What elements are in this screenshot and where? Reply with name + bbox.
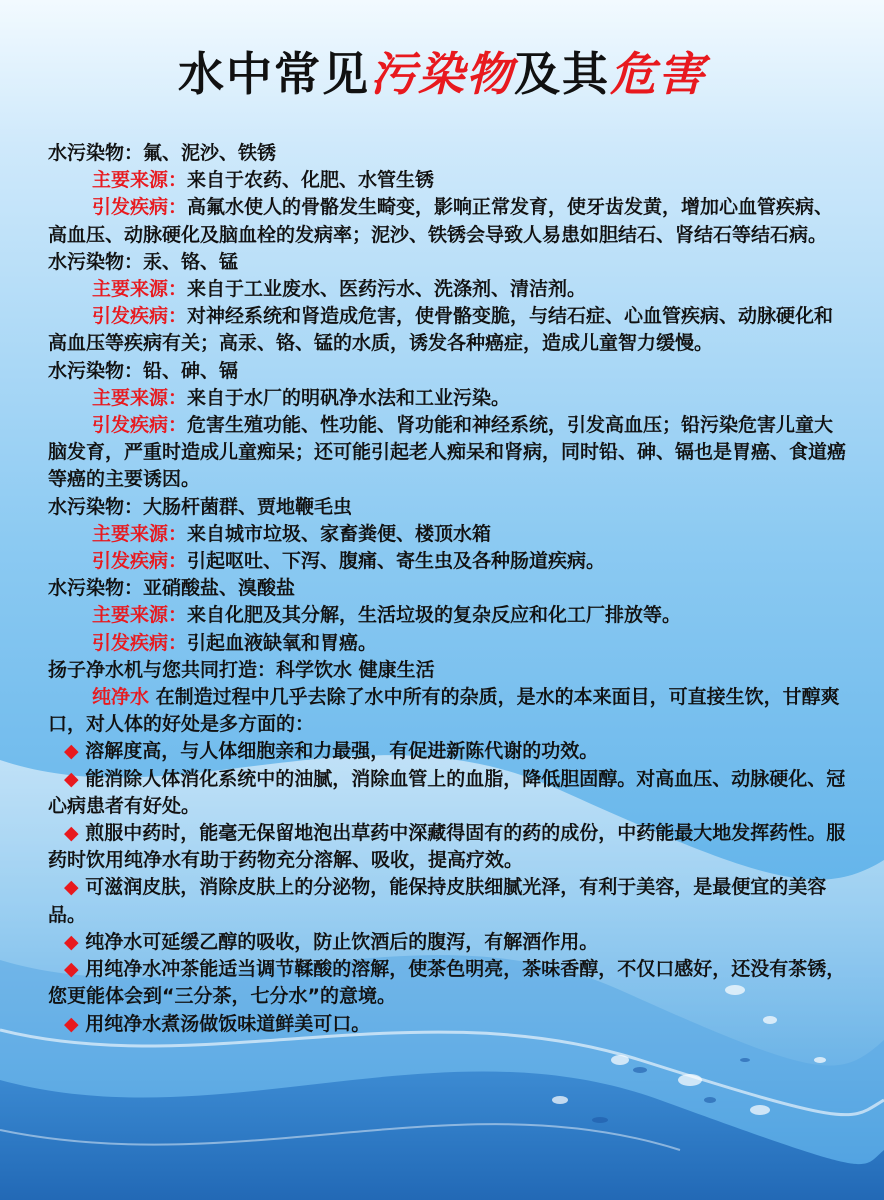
diamond-bullet-icon: ◆ (64, 958, 79, 981)
disease-text: 对神经系统和肾造成危害，使骨骼变脆，与结石症、心血管疾病、动脉硬化和高血压等疾病有关；高汞、铬、锰的水质，诱发各种癌症，造成儿童智力缓慢。 (48, 305, 834, 355)
diamond-bullet-icon: ◆ (64, 1012, 79, 1035)
pollutant-label: 水污染物： (48, 250, 144, 273)
diamond-bullet-icon: ◆ (64, 767, 79, 790)
disease-label: 引发疾病： (92, 305, 188, 328)
benefit-item (48, 820, 848, 874)
disease-text: 高氟水使人的骨骼发生畸变，影响正常发育，使牙齿发黄，增加心血管疾病、高血压、动脉硬化及脑血栓的发病率；泥沙、铁锈会导致人易患如胆结石、肾结石等结石病。 (48, 196, 834, 246)
poster-content (48, 140, 848, 1038)
benefit-item (48, 766, 848, 820)
benefit-text: 煎服中药时，能毫无保留地泡出草药中深藏得固有的药的成份，中药能最大地发挥药性。服药时饮用纯净水有助于药物充分溶解、吸收，提高疗效。 (48, 822, 846, 872)
source-text: 来自于水厂的明矾净水法和工业污染。 (187, 386, 511, 409)
pollutant-label: 水污染物： (48, 142, 144, 164)
pollutant-line (48, 140, 848, 167)
source-label: 主要来源： (92, 386, 188, 409)
disease-line (48, 303, 848, 357)
source-label: 主要来源： (92, 522, 188, 545)
disease-label: 引发疾病： (92, 631, 188, 654)
benefit-text: 能消除人体消化系统中的油腻，消除血管上的血脂，降低胆固醇。对高血压、动脉硬化、冠心病患者有好处。 (48, 767, 846, 817)
source-line (48, 276, 848, 303)
disease-label: 引发疾病： (92, 414, 188, 437)
diamond-bullet-icon: ◆ (64, 822, 79, 845)
title-part-1: 水中常见 (178, 47, 370, 101)
title-part-3: 及其 (514, 47, 610, 101)
source-label: 主要来源： (92, 604, 188, 627)
source-line (48, 385, 848, 412)
disease-text: 引起血液缺氧和胃癌。 (187, 631, 378, 654)
pure-water-intro-text: 在制造过程中几乎去除了水中所有的杂质，是水的本来面目，可直接生饮，甘醇爽口，对人体的好处是多方面的： (48, 686, 840, 736)
source-text: 来自化肥及其分解，生活垃圾的复杂反应和化工厂排放等。 (187, 604, 682, 627)
source-label: 主要来源： (92, 169, 188, 192)
diamond-bullet-icon: ◆ (64, 740, 79, 763)
benefit-text: 溶解度高，与人体细胞亲和力最强，有促进新陈代谢的功效。 (85, 740, 599, 763)
disease-label: 引发疾病： (92, 550, 188, 573)
pure-water-intro (48, 684, 848, 738)
pollutant-names: 氟、泥沙、铁锈 (143, 142, 277, 164)
benefit-item (48, 929, 848, 956)
pollutant-line (48, 494, 848, 521)
poster-title (0, 38, 884, 104)
disease-line (48, 412, 848, 494)
pure-water-term: 纯净水 (92, 686, 150, 709)
pollutant-line (48, 358, 848, 385)
pollutant-names: 大肠杆菌群、贾地鞭毛虫 (143, 495, 353, 518)
title-part-2: 污染物 (370, 47, 514, 101)
source-text: 来自于工业废水、医药污水、洗涤剂、清洁剂。 (187, 278, 587, 301)
benefit-text: 用纯净水煮汤做饭味道鲜美可口。 (85, 1012, 371, 1035)
pollutant-line (48, 575, 848, 602)
benefit-item (48, 956, 848, 1010)
disease-line (48, 630, 848, 657)
benefit-text: 可滋润皮肤，消除皮肤上的分泌物，能保持皮肤细腻光泽，有利于美容，是最便宜的美容品。 (48, 876, 827, 926)
disease-line (48, 194, 848, 248)
pollutant-names: 汞、铬、锰 (143, 250, 239, 273)
pollutant-line (48, 249, 848, 276)
disease-text: 引起呕吐、下泻、腹痛、寄生虫及各种肠道疾病。 (187, 550, 606, 573)
disease-text: 危害生殖功能、性功能、肾功能和神经系统，引发高血压；铅污染危害儿童大脑发育，严重时造成儿童痴呆；还可能引起老人痴呆和肾病，同时铅、砷、镉也是胃癌、食道癌等癌的主要诱因。 (48, 414, 847, 491)
diamond-bullet-icon: ◆ (64, 876, 79, 899)
pollutant-label: 水污染物： (48, 495, 144, 518)
diamond-bullet-icon: ◆ (64, 930, 79, 953)
disease-label: 引发疾病： (92, 196, 188, 219)
source-line (48, 521, 848, 548)
source-text: 来自城市垃圾、家畜粪便、楼顶水箱 (187, 522, 492, 545)
source-line (48, 167, 848, 194)
benefit-text: 纯净水可延缓乙醇的吸收，防止饮酒后的腹泻，有解酒作用。 (85, 930, 599, 953)
title-part-4: 危害 (610, 47, 706, 101)
pollutant-names: 铅、砷、镉 (143, 359, 239, 382)
pollutant-label: 水污染物： (48, 577, 144, 600)
source-label: 主要来源： (92, 278, 188, 301)
disease-line (48, 548, 848, 575)
benefit-item (48, 738, 848, 765)
benefit-item (48, 874, 848, 928)
slogan: 扬子净水机与您共同打造：科学饮水 健康生活 (48, 658, 435, 681)
source-line (48, 602, 848, 629)
pollutant-label: 水污染物： (48, 359, 144, 382)
pollutant-names: 亚硝酸盐、溴酸盐 (143, 577, 296, 600)
benefit-text: 用纯净水冲茶能适当调节鞣酸的溶解，使茶色明亮，茶味香醇，不仅口感好，还没有茶锈，您更能体会到“三分茶，七分水”的意境。 (48, 958, 846, 1008)
benefit-item (48, 1011, 848, 1038)
source-text: 来自于农药、化肥、水管生锈 (187, 169, 435, 192)
